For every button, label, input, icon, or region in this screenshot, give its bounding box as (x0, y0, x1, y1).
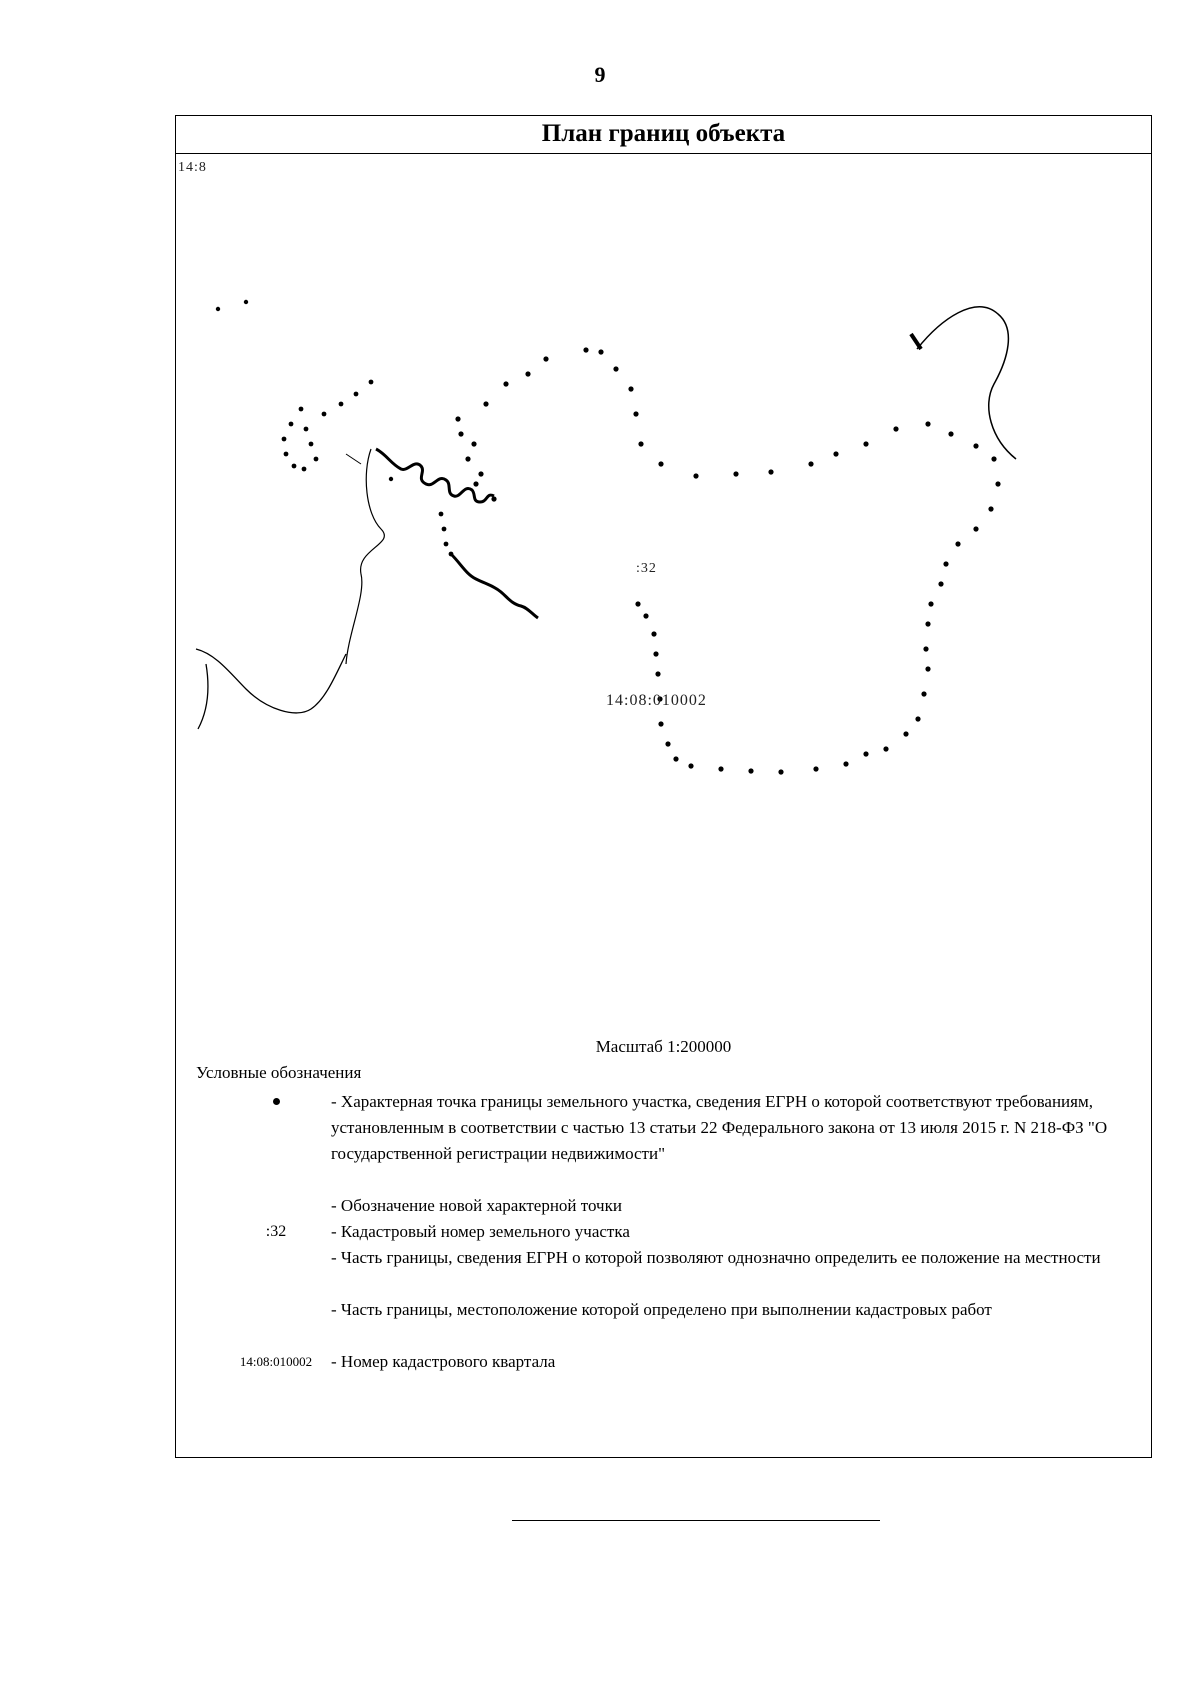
boundary-point (583, 347, 588, 352)
boundary-point (923, 646, 928, 651)
boundary-point (748, 768, 753, 773)
boundary-point (354, 392, 359, 397)
boundary-point (444, 542, 449, 547)
boundary-point (863, 751, 868, 756)
legend-item (176, 1297, 1151, 1349)
boundary-point (813, 766, 818, 771)
heavy-boundary-south (451, 554, 538, 618)
legend-text: - Характерная точка границы земельного участка, сведения ЕГРН о которой соответствуют требованиям, установленным в соответствии с частью 13 статьи 22 Федерального закона от 13 июля 2015 г. N 218-ФЗ "О государственной регистрации недвижимости" (331, 1092, 1108, 1163)
boundary-point (843, 761, 848, 766)
boundary-point (299, 407, 304, 412)
boundary-point (471, 441, 476, 446)
boundary-point (543, 356, 548, 361)
boundary-point (948, 431, 953, 436)
boundary-point (304, 427, 309, 432)
boundary-point (465, 456, 470, 461)
legend-item (176, 1219, 1151, 1245)
boundary-point (673, 756, 678, 761)
plan-frame (175, 115, 1152, 1458)
boundary-point (369, 380, 374, 385)
boundary-point (309, 442, 314, 447)
boundary-point (938, 581, 943, 586)
boundary-point (635, 601, 640, 606)
parcel-number-label: :32 (636, 561, 657, 576)
boundary-point (633, 411, 638, 416)
boundary-point (449, 552, 454, 557)
boundary-point (478, 471, 483, 476)
boundary-point (613, 366, 618, 371)
boundary-point (658, 461, 663, 466)
boundary-point (628, 386, 633, 391)
boundary-point (439, 512, 444, 517)
boundary-point (292, 464, 297, 469)
boundary-point (503, 381, 508, 386)
boundary-point (973, 526, 978, 531)
boundary-point (339, 402, 344, 407)
boundary-point (638, 441, 643, 446)
boundary-point (289, 422, 294, 427)
boundary-point (915, 716, 920, 721)
boundary-point (928, 601, 933, 606)
legend-text: - Номер кадастрового квартала (331, 1352, 556, 1371)
heavy-boundary-north (376, 449, 494, 502)
boundary-point (955, 541, 960, 546)
dot-icon (273, 1098, 280, 1105)
boundary-point (658, 721, 663, 726)
boundary-point (651, 631, 656, 636)
boundary-point (216, 307, 220, 311)
boundary-point (925, 666, 930, 671)
boundary-point (458, 431, 463, 436)
boundary-point (925, 421, 930, 426)
map-scale: Масштаб 1:200000 (595, 1037, 732, 1056)
boundary-point (442, 527, 447, 532)
river-line-east (917, 307, 1016, 459)
dark-stroke-east (911, 334, 921, 349)
boundary-point (455, 416, 460, 421)
point-symbol (211, 1089, 341, 1110)
boundary-point (921, 691, 926, 696)
boundary-point (883, 746, 888, 751)
quarter-number-symbol: 14:08:010002 (239, 1354, 313, 1369)
legend-text: - Обозначение новой характерной точки (331, 1196, 622, 1215)
boundary-point (598, 349, 603, 354)
legend-item (176, 1245, 1151, 1297)
boundary-point (244, 300, 248, 304)
legend-item (176, 1089, 1151, 1193)
river-segment-north (346, 454, 361, 464)
boundary-point (665, 741, 670, 746)
legend-heading: Условные обозначения (196, 1063, 362, 1082)
boundary-point (473, 481, 478, 486)
boundary-point (903, 731, 908, 736)
boundary-point (925, 621, 930, 626)
boundary-point (525, 371, 530, 376)
boundary-point (863, 441, 868, 446)
legend-text: - Кадастровый номер земельного участка (331, 1222, 630, 1241)
river-line-west (346, 449, 384, 664)
boundary-point (778, 769, 783, 774)
boundary-point (314, 457, 319, 462)
page-number: 9 (594, 62, 606, 87)
river-line-southwest (196, 649, 346, 729)
plan-title: План границ объекта (176, 116, 1151, 154)
boundary-point (988, 506, 993, 511)
boundary-point (322, 412, 327, 417)
boundary-point (718, 766, 723, 771)
boundary-point (302, 467, 307, 472)
boundary-point (284, 452, 289, 457)
boundary-point (643, 613, 648, 618)
boundary-point (995, 481, 1000, 486)
boundary-point (688, 763, 693, 768)
boundary-point (991, 456, 996, 461)
map-drawing (176, 154, 1151, 1034)
boundary-point (768, 469, 773, 474)
boundary-point (893, 426, 898, 431)
boundary-point (389, 477, 393, 481)
boundary-point (973, 443, 978, 448)
footer-line (512, 1520, 880, 1521)
legend-item (176, 1349, 1151, 1375)
boundary-point (483, 401, 488, 406)
boundary-point (943, 561, 948, 566)
legend-text: - Часть границы, сведения ЕГРН о которой позволяют однозначно определить ее положение на местности (331, 1248, 1101, 1267)
legend-item (176, 1193, 1151, 1219)
boundary-point (733, 471, 738, 476)
legend-text: - Часть границы, местоположение которой определено при выполнении кадастровых работ (331, 1300, 992, 1319)
boundary-point (833, 451, 838, 456)
boundary-point (693, 473, 698, 478)
map-corner-label: 14:8 (178, 160, 207, 175)
quarter-number-label: 14:08:010002 (606, 692, 707, 709)
boundary-point (653, 651, 658, 656)
parcel-number-symbol: :32 (265, 1223, 287, 1240)
boundary-point (282, 437, 287, 442)
boundary-point (655, 671, 660, 676)
boundary-map (176, 154, 1151, 1034)
boundary-point (808, 461, 813, 466)
boundary-point (491, 496, 496, 501)
